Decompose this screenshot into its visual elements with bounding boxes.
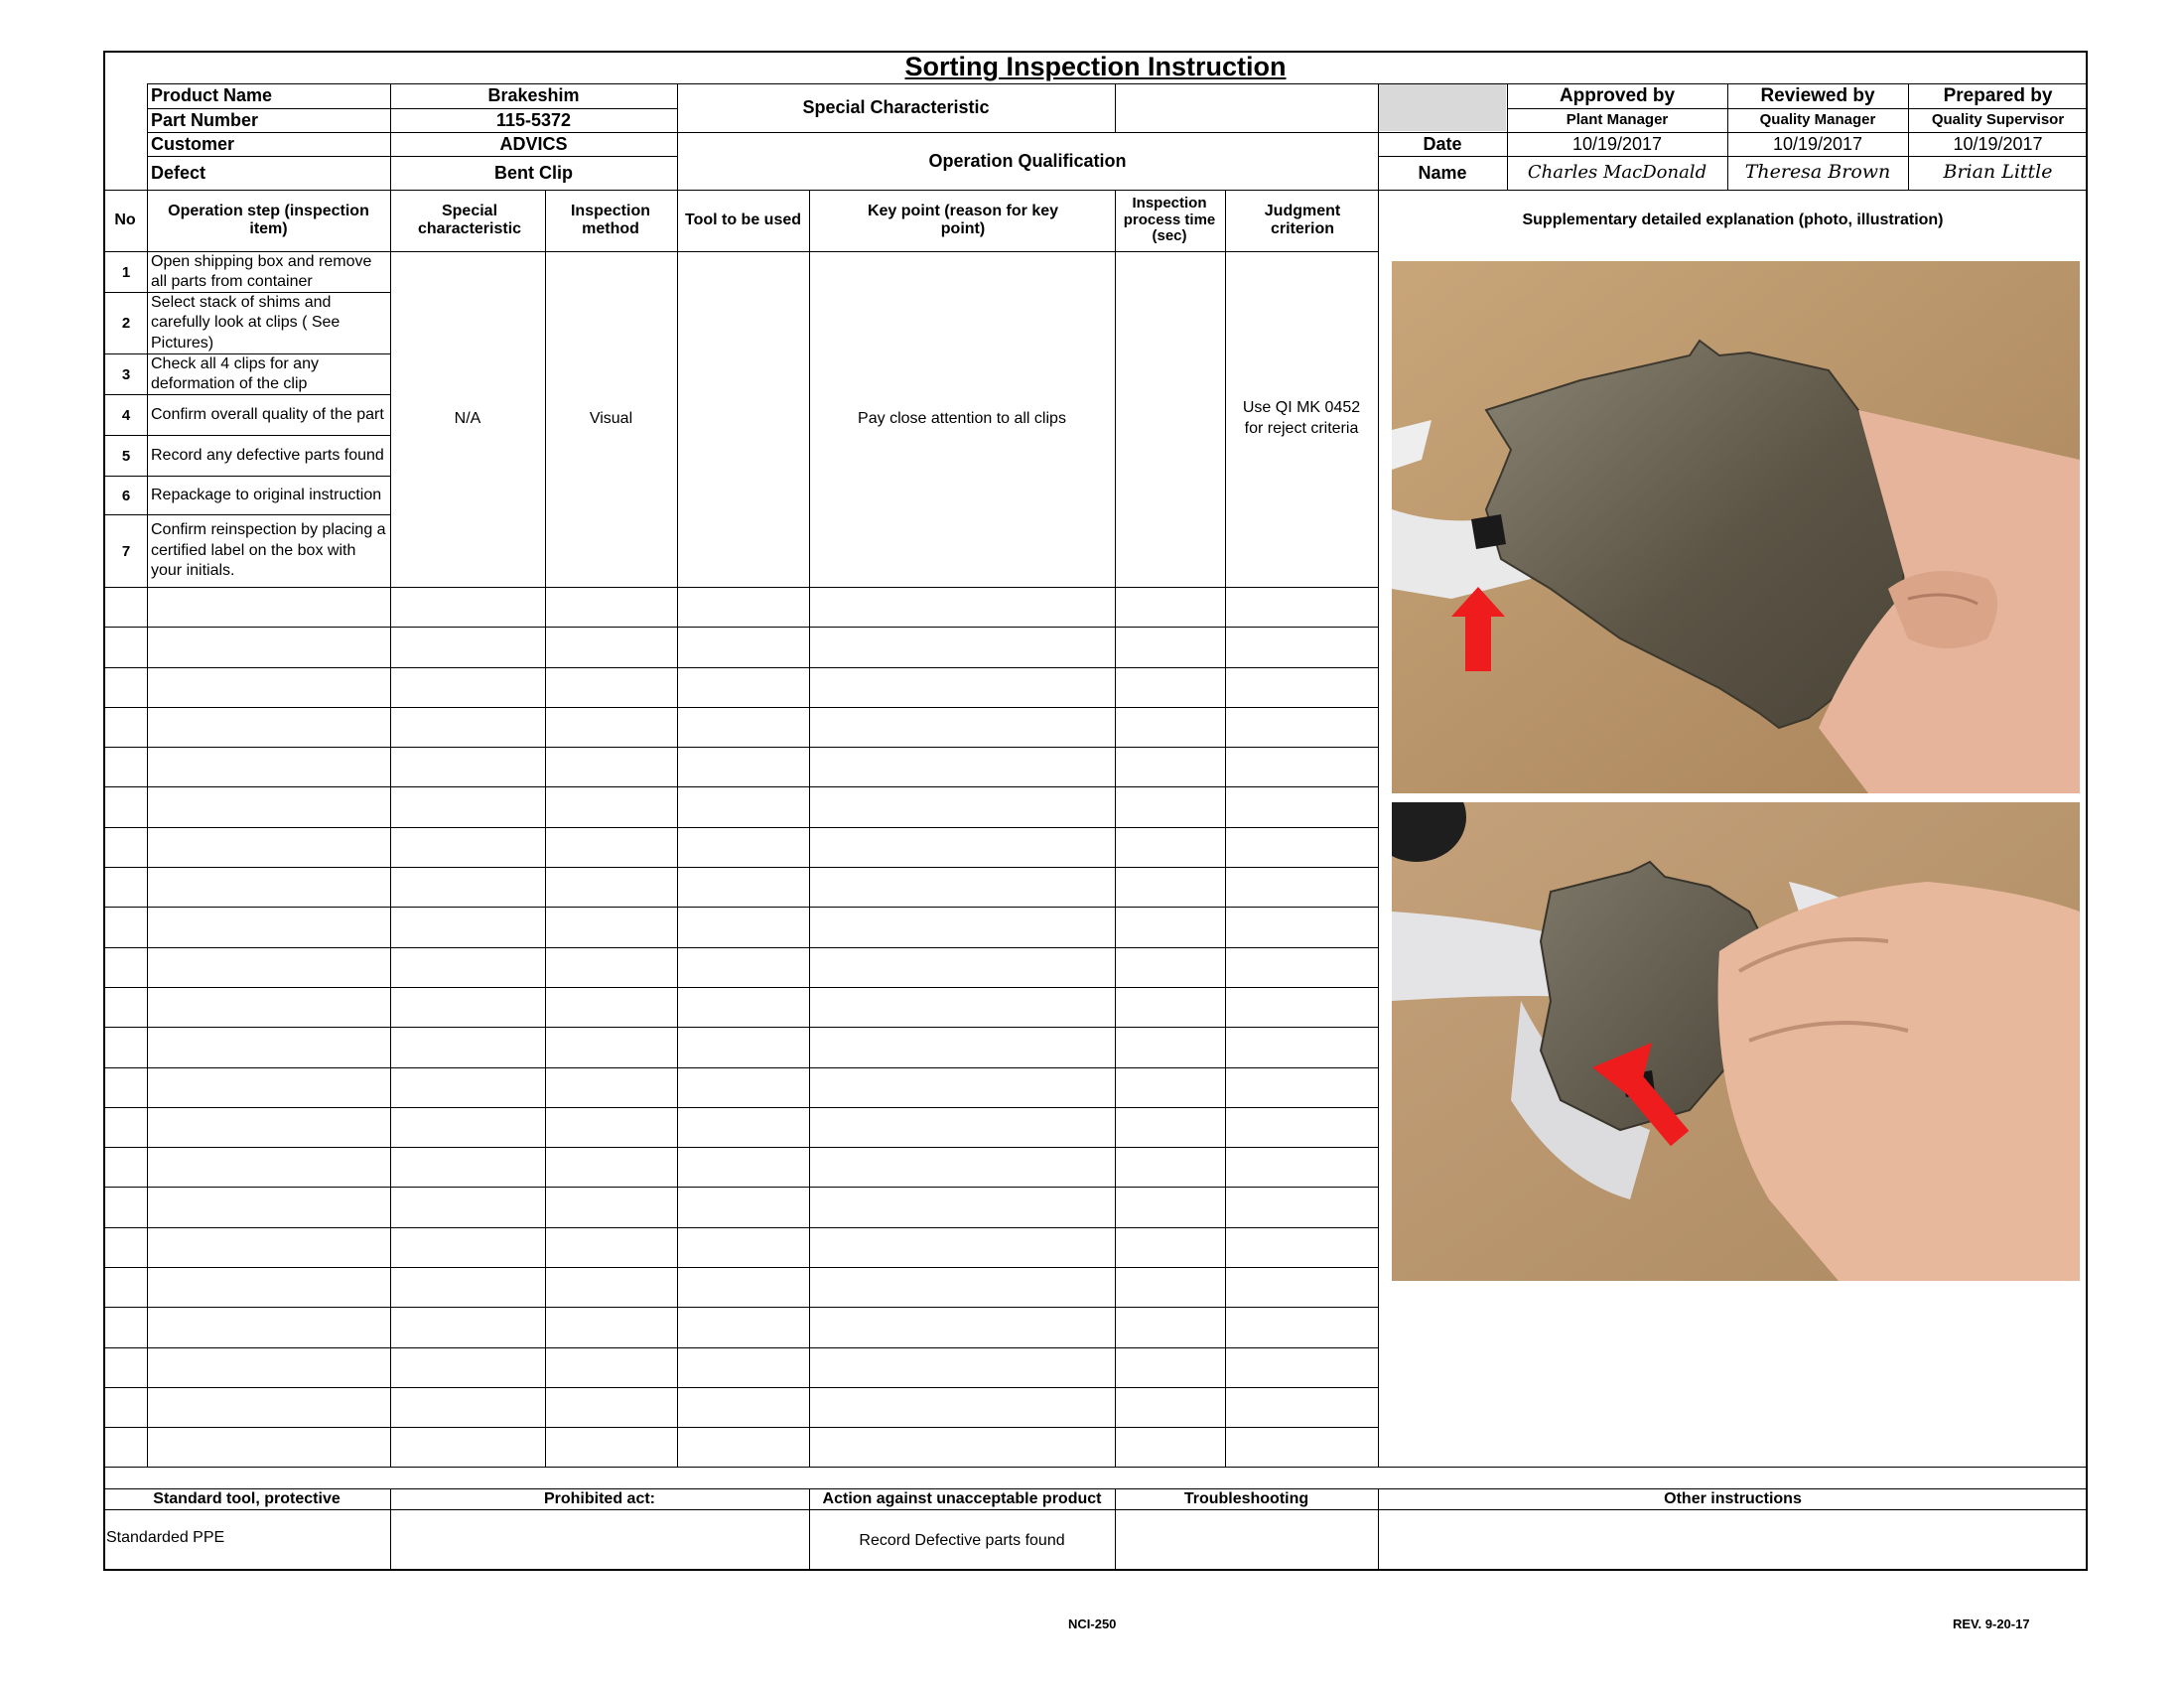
table-row-divider xyxy=(103,1187,1378,1188)
reviewed-by-heading: Reviewed by xyxy=(1760,84,1875,106)
gray-cell xyxy=(1379,84,1506,131)
doc-code: NCI-250 xyxy=(1068,1617,1117,1631)
action-label: Action against unacceptable product xyxy=(822,1489,1102,1507)
step-number: 5 xyxy=(121,447,131,465)
key-point-value: Pay close attention to all clips xyxy=(858,410,1066,428)
table-row-divider xyxy=(103,667,1378,668)
table-row-divider xyxy=(103,1107,1378,1108)
step-number: 4 xyxy=(121,406,131,424)
customer-value: ADVICS xyxy=(499,133,568,154)
quality-supervisor-role: Quality Supervisor xyxy=(1931,110,2065,128)
table-row-divider xyxy=(103,987,1378,988)
name-label: Name xyxy=(1418,162,1467,183)
table-row-divider xyxy=(103,947,1378,948)
approved-date: 10/19/2017 xyxy=(1571,133,1663,154)
table-row-divider xyxy=(103,1267,1378,1268)
plant-manager-role: Plant Manager xyxy=(1566,110,1669,128)
defect-photo-2 xyxy=(1392,802,2080,1281)
product-name-label: Product Name xyxy=(151,85,273,105)
table-row-divider xyxy=(103,627,1378,628)
col-header-supplementary: Supplementary detailed explanation (photo, illustration) xyxy=(1522,211,1944,229)
step-text: Open shipping box and remove all parts from container xyxy=(151,252,372,290)
table-row-divider xyxy=(103,1347,1378,1348)
preparer-signature-name: Brian Little xyxy=(1943,161,2053,184)
step-number: 7 xyxy=(121,542,131,560)
part-number-label: Part Number xyxy=(151,109,259,130)
col-header-tool: Tool to be used xyxy=(684,211,802,229)
reviewer-signature-name: Theresa Brown xyxy=(1744,161,1891,184)
prohibited-act-label: Prohibited act: xyxy=(543,1489,655,1507)
step-text: Select stack of shims and carefully look at clips ( See Pictures) xyxy=(151,293,341,352)
step-number: 1 xyxy=(121,263,131,281)
inspection-method-value: Visual xyxy=(589,410,633,428)
col-header-special-characteristic: Special characteristic xyxy=(417,203,522,237)
table-row-divider xyxy=(103,747,1378,748)
table-row-divider xyxy=(103,1027,1378,1028)
col-header-process-time: Inspection process time (sec) xyxy=(1123,194,1216,245)
step-text: Confirm overall quality of the part xyxy=(151,405,384,423)
table-row-divider xyxy=(103,907,1378,908)
judgment-value: Use QI MK 0452 for reject criteria xyxy=(1242,399,1361,437)
troubleshooting-label: Troubleshooting xyxy=(1183,1489,1309,1507)
approver-signature-name: Charles MacDonald xyxy=(1527,161,1707,183)
step-text: Confirm reinspection by placing a certified label on the box with your initials. xyxy=(151,521,386,580)
step-text: Repackage to original instruction xyxy=(151,486,382,503)
step-text: Record any defective parts found xyxy=(151,446,384,464)
table-row-divider xyxy=(103,1227,1378,1228)
table-row-divider xyxy=(103,1387,1378,1388)
other-instructions-label: Other instructions xyxy=(1664,1489,1802,1507)
defect-value: Bent Clip xyxy=(494,162,573,183)
customer-label: Customer xyxy=(151,133,235,154)
table-row-divider xyxy=(103,786,1378,787)
step-number: 6 xyxy=(121,487,131,504)
special-characteristic-value: N/A xyxy=(454,410,481,428)
col-header-operation-step: Operation step (inspection item) xyxy=(168,203,369,237)
page-title: Sorting Inspection Instruction xyxy=(904,52,1287,82)
table-row-divider xyxy=(103,1427,1378,1428)
product-name-value: Brakeshim xyxy=(487,85,580,106)
defect-label: Defect xyxy=(151,162,206,183)
step-number: 3 xyxy=(121,365,131,383)
special-characteristic-label: Special Characteristic xyxy=(802,97,990,118)
col-header-judgment: Judgment criterion xyxy=(1264,203,1341,237)
operation-qualification-label: Operation Qualification xyxy=(928,150,1127,171)
prepared-date: 10/19/2017 xyxy=(1953,133,2043,154)
table-row-divider xyxy=(103,867,1378,868)
reviewed-date: 10/19/2017 xyxy=(1772,133,1863,154)
table-row-divider xyxy=(103,1307,1378,1308)
col-header-no: No xyxy=(114,211,136,229)
defect-photo-1 xyxy=(1392,261,2080,793)
col-header-key-point: Key point (reason for key point) xyxy=(867,203,1059,237)
part-number-value: 115-5372 xyxy=(495,109,572,130)
col-header-inspection-method: Inspection method xyxy=(570,203,650,237)
table-row-divider xyxy=(103,1147,1378,1148)
red-arrow-1 xyxy=(1465,614,1491,671)
date-label: Date xyxy=(1423,133,1462,154)
table-row-divider xyxy=(103,587,1378,588)
standard-tool-value: Standarded PPE xyxy=(106,1529,225,1546)
table-row-divider xyxy=(103,707,1378,708)
revision-code: REV. 9-20-17 xyxy=(1953,1617,2030,1631)
action-value: Record Defective parts found xyxy=(859,1531,1065,1549)
approved-by-heading: Approved by xyxy=(1559,84,1676,106)
table-row-divider xyxy=(103,827,1378,828)
table-row-divider xyxy=(103,1067,1378,1068)
standard-tool-label: Standard tool, protective xyxy=(153,1489,341,1507)
quality-manager-role: Quality Manager xyxy=(1759,110,1876,128)
prepared-by-heading: Prepared by xyxy=(1943,84,2053,106)
step-text: Check all 4 clips for any deformation of the clip xyxy=(151,354,319,392)
step-number: 2 xyxy=(121,315,131,332)
